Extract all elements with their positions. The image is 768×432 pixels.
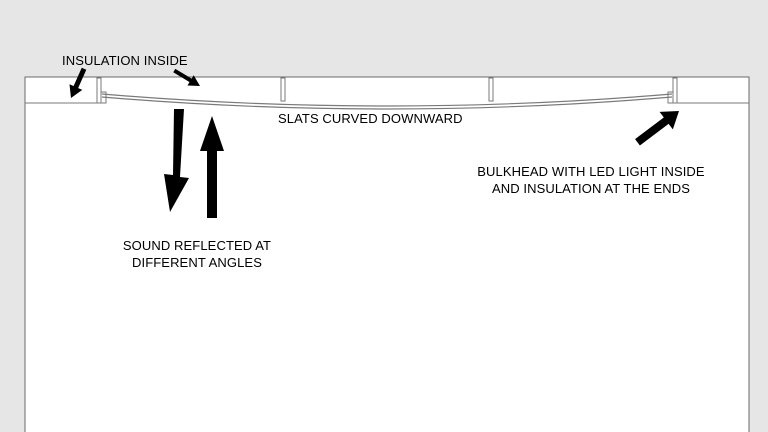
bulkhead-label	[460, 163, 722, 197]
sound-label	[104, 237, 290, 271]
bulkhead-label-line1: BULKHEAD WITH LED LIGHT INSIDE	[477, 164, 705, 179]
slats-label: SLATS CURVED DOWNWARD	[278, 111, 463, 126]
sound-label-line2: DIFFERENT ANGLES	[132, 255, 262, 270]
sound-label-line1: SOUND REFLECTED AT	[122, 238, 272, 253]
bulkhead-label-line2: AND INSULATION AT THE ENDS	[491, 181, 691, 196]
insulation-label: INSULATION INSIDE	[62, 53, 188, 68]
